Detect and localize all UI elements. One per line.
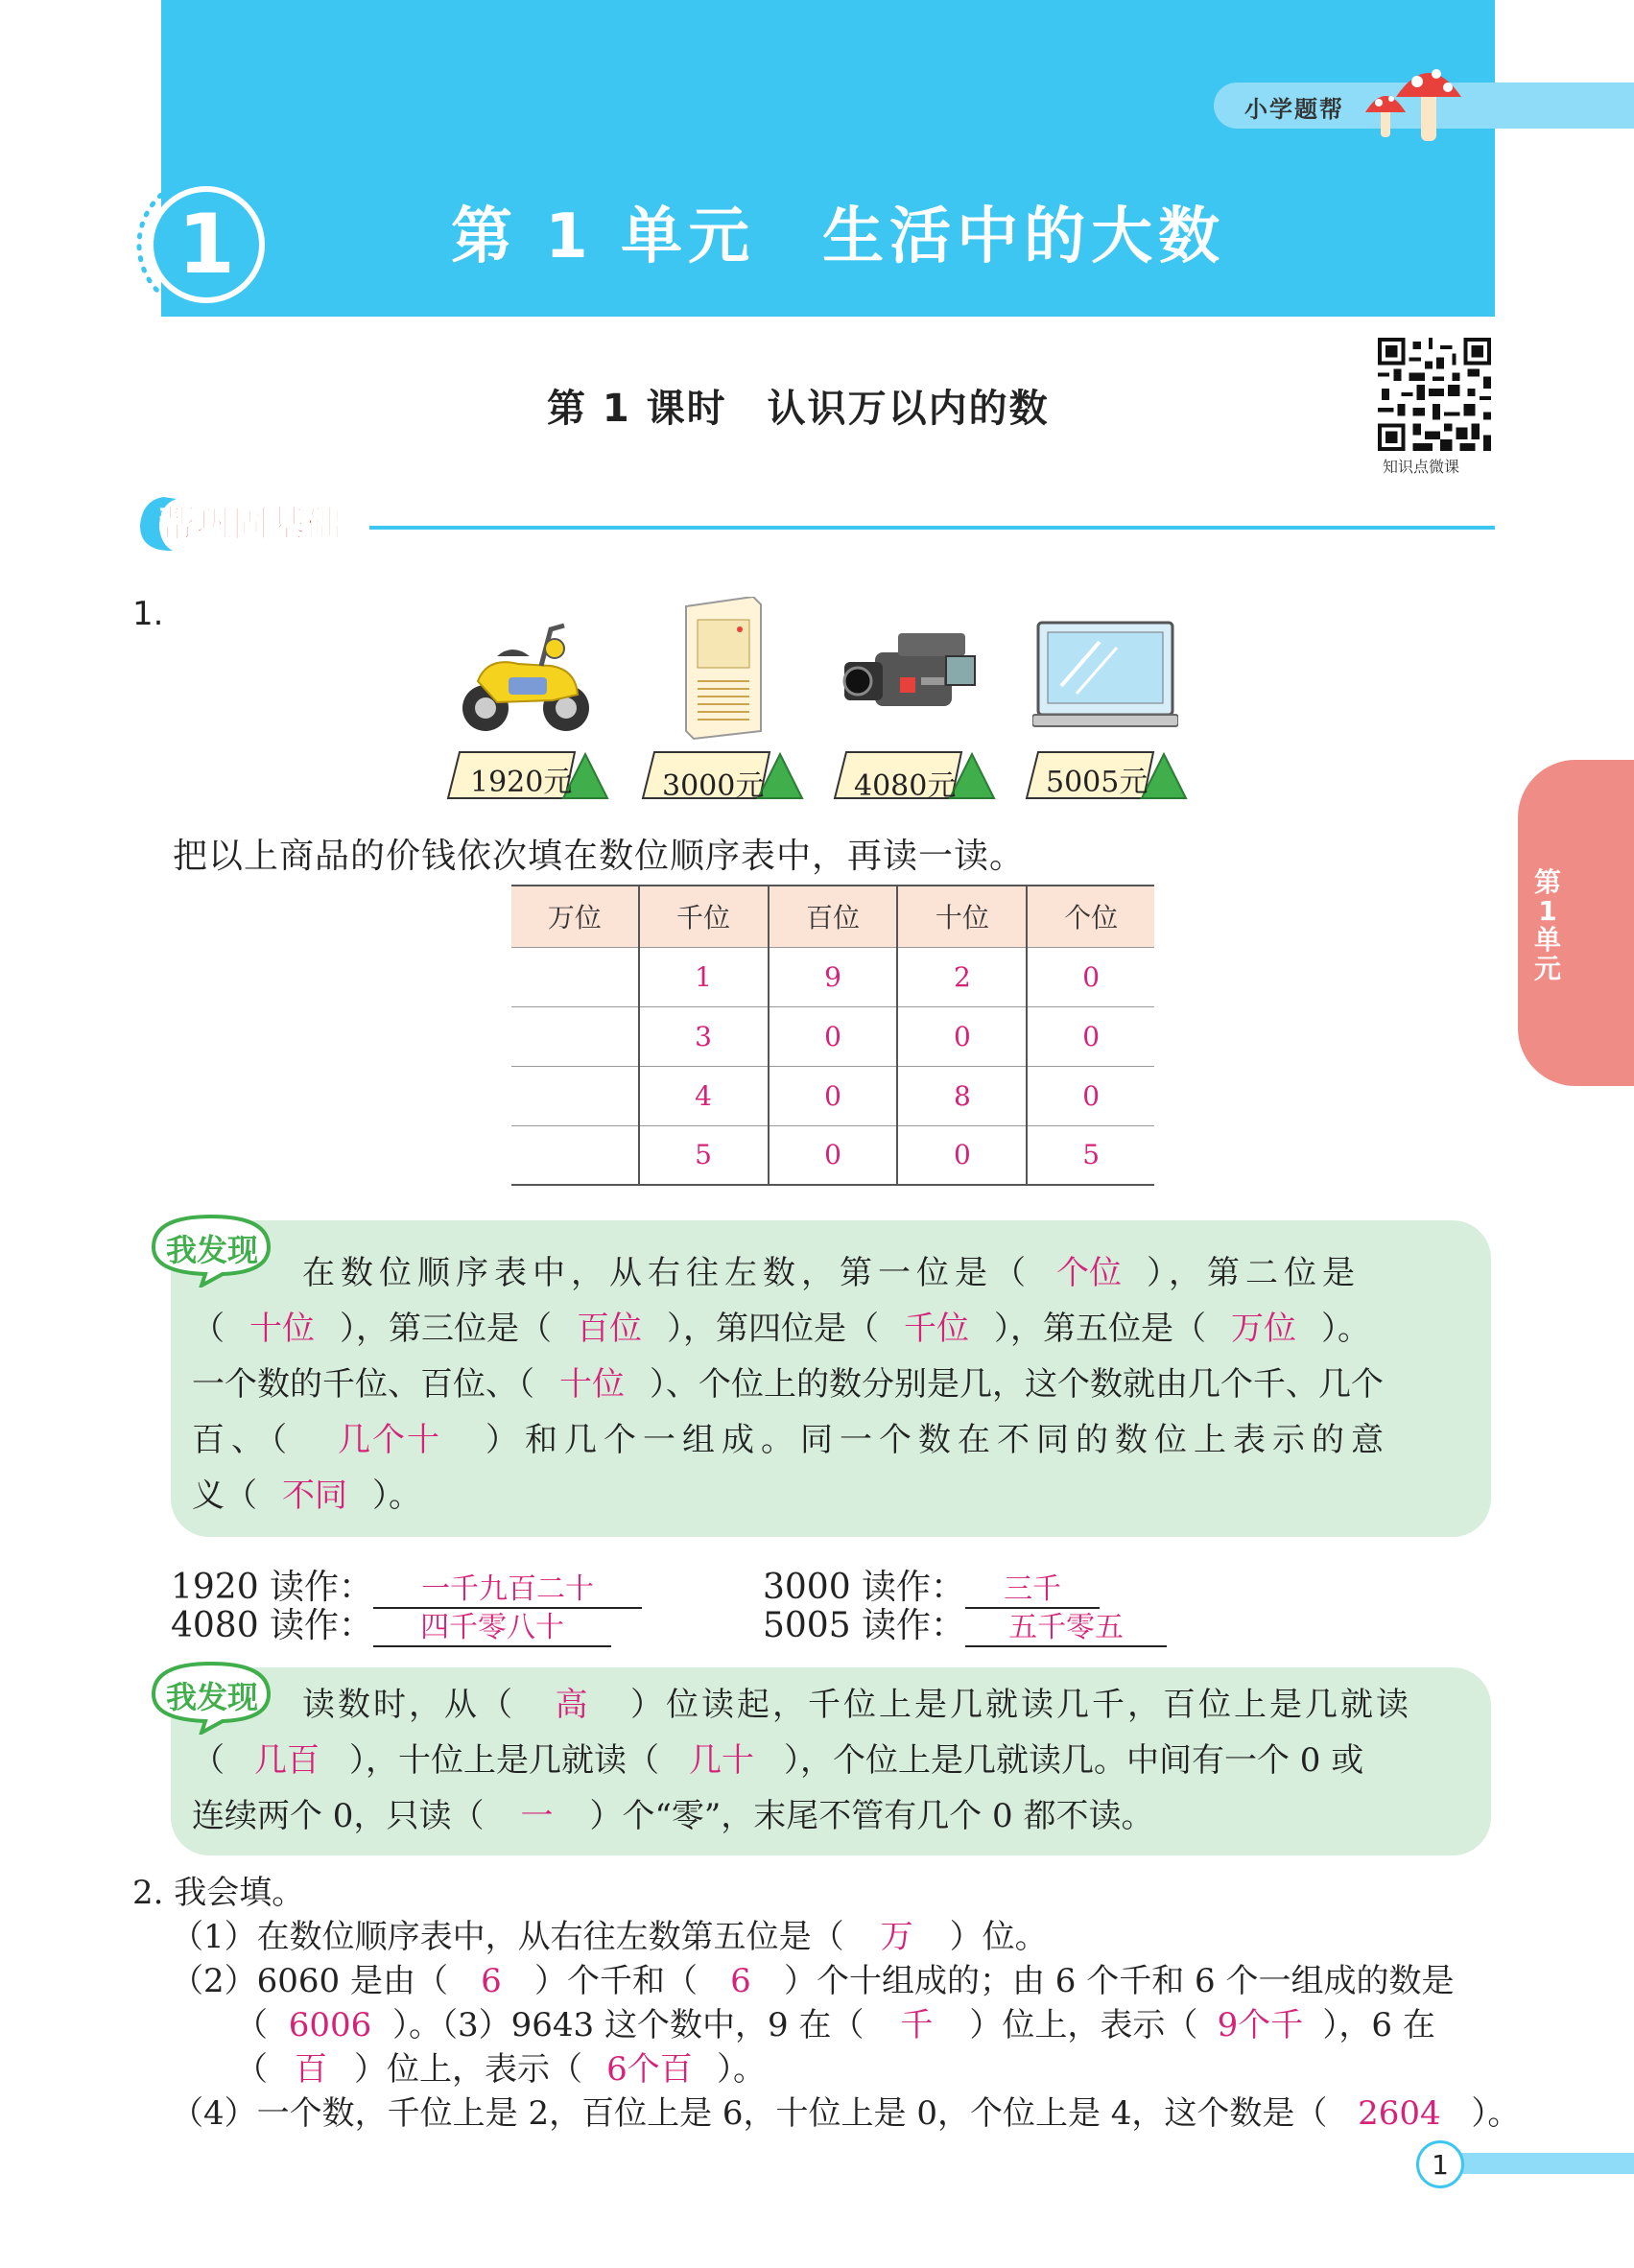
- text-segment: ）。: [1321, 1310, 1370, 1348]
- text-segment: ），个位上是几就读几。中间有一个 0 或: [784, 1741, 1364, 1780]
- text-segment: ）位读起，千位上是几就读几千，百位上是几就读: [630, 1686, 1411, 1724]
- table-cell: [511, 947, 639, 1006]
- text-segment: 连续两个 0，只读（: [192, 1797, 485, 1835]
- table-cell: 2: [897, 947, 1027, 1006]
- price-label-2: 3000元: [662, 769, 765, 803]
- table-cell: 5: [1027, 1125, 1154, 1185]
- table-cell: 4: [639, 1066, 769, 1125]
- text-segment: ）。: [717, 2050, 766, 2089]
- text-segment: ）位上，表示（: [354, 2050, 582, 2089]
- answer-blank[interactable]: 9个千: [1217, 2006, 1304, 2044]
- section-label-text: 帮巩固基础: [159, 503, 343, 545]
- section-divider: [369, 526, 1495, 530]
- banner-wave: [161, 269, 1495, 326]
- answer-blank[interactable]: 一: [520, 1797, 554, 1835]
- text-segment: ）。（3）9643 这个数中，9 在（: [392, 2006, 864, 2044]
- discovery-1-line-3: [192, 1357, 1478, 1412]
- lesson-title: 第 1 课时 认识万以内的数: [547, 387, 1050, 431]
- text-segment: 在数位顺序表中，从右往左数，第一位是（: [302, 1254, 1031, 1292]
- table-cell: 8: [897, 1066, 1027, 1125]
- discovery-2-line-3: [192, 1788, 1478, 1844]
- question-1-number: 1.: [132, 595, 164, 633]
- air-conditioner-icon: [676, 597, 768, 741]
- discovery-1-line-2: [192, 1301, 1478, 1357]
- text-segment: ）个“零”，末尾不管有几个 0 都不读。: [589, 1797, 1154, 1835]
- table-cell: 0: [897, 1125, 1027, 1185]
- place-value-table: [511, 885, 1154, 1186]
- answer-blank[interactable]: 万位: [1231, 1310, 1296, 1348]
- table-row: [511, 1066, 1154, 1125]
- text-segment: ）个十组成的；由 6 个千和 6 个一组成的数是: [783, 1962, 1455, 2000]
- header-ten-thousands: 万位: [511, 886, 639, 947]
- brand-name: 小学题帮: [1244, 96, 1344, 123]
- question-2-title: 2. 我会填。: [132, 1874, 305, 1912]
- monitor-icon: [1032, 619, 1178, 734]
- answer-blank[interactable]: 十位: [249, 1310, 315, 1348]
- page-number-bar: [1439, 2153, 1634, 2174]
- text-segment: ），6 在: [1322, 2006, 1435, 2044]
- text-segment: ）位。: [949, 1918, 1048, 1956]
- text-segment: （: [192, 1310, 225, 1348]
- text-segment: ），第四位是（: [667, 1310, 879, 1348]
- qr-caption: 知识点微课: [1383, 458, 1460, 476]
- text-segment: ）个千和（: [533, 1962, 698, 2000]
- answer-blank[interactable]: 千位: [904, 1310, 969, 1348]
- text-segment: （2）6060 是由（: [171, 1962, 448, 2000]
- answer-blank[interactable]: 百位: [577, 1310, 642, 1348]
- answer-blank[interactable]: 6006: [288, 2006, 372, 2044]
- read-answer[interactable]: 五千零五: [965, 1603, 1167, 1647]
- answer-blank[interactable]: 几十: [689, 1741, 754, 1780]
- answer-blank[interactable]: 十位: [559, 1365, 625, 1404]
- table-cell: 9: [769, 947, 898, 1006]
- discovery-2-text: [192, 1677, 1478, 1844]
- motorcycle-icon: [459, 614, 593, 739]
- discovery-badge-2-label: 我发现: [166, 1679, 259, 1715]
- discovery-2-line-2: [192, 1733, 1478, 1788]
- answer-blank[interactable]: 百: [295, 2050, 327, 2089]
- text-segment: ）、个位上的数分别是几，这个数就由几个千、几个: [650, 1365, 1384, 1404]
- discovery-1-line-4: [192, 1412, 1478, 1468]
- read-label: 1920 读作：: [171, 1568, 374, 1607]
- question-2-part-4: [235, 2047, 766, 2091]
- text-segment: 读数时，从（: [302, 1686, 515, 1724]
- header-thousands: 千位: [639, 886, 769, 947]
- table-cell: [511, 1006, 639, 1066]
- text-segment: （4）一个数，千位上是 2，百位上是 6，十位上是 0，个位上是 4，这个数是（: [171, 2094, 1328, 2133]
- text-segment: ），十位上是几就读（: [349, 1741, 659, 1780]
- text-segment: （: [235, 2050, 268, 2089]
- text-segment: ）。: [1471, 2094, 1521, 2133]
- table-cell: 0: [897, 1006, 1027, 1066]
- price-label-4: 5005元: [1046, 766, 1149, 799]
- table-cell: 1: [639, 947, 769, 1006]
- table-cell: 0: [1027, 947, 1154, 1006]
- read-row-3: [171, 1598, 611, 1647]
- qr-code-icon[interactable]: [1378, 338, 1491, 451]
- table-cell: 0: [1027, 1006, 1154, 1066]
- discovery-2-line-1: [192, 1677, 1478, 1733]
- answer-blank[interactable]: 6: [730, 1962, 751, 2000]
- question-1-instruction: 把以上商品的价钱依次填在数位顺序表中，再读一读。: [173, 837, 1026, 876]
- discovery-1-line-5: [192, 1468, 1478, 1524]
- table-cell: [511, 1125, 639, 1185]
- text-segment: （1）在数位顺序表中，从右往左数第五位是（: [171, 1918, 844, 1956]
- unit-number: 1: [178, 197, 235, 293]
- answer-blank[interactable]: 个位: [1056, 1254, 1122, 1292]
- section-label: [159, 494, 342, 548]
- header-ones: 个位: [1027, 886, 1154, 947]
- table-cell: 0: [769, 1066, 898, 1125]
- table-cell: 0: [769, 1006, 898, 1066]
- discovery-1-line-1: [192, 1245, 1478, 1301]
- price-label-1: 1920元: [470, 766, 573, 799]
- answer-blank[interactable]: 2604: [1358, 2094, 1441, 2133]
- question-2-part-3: [235, 2003, 1435, 2047]
- read-answer[interactable]: 三千: [965, 1565, 1100, 1609]
- table-row: [511, 1006, 1154, 1066]
- read-row-4: [763, 1598, 1167, 1647]
- camcorder-icon: [841, 624, 980, 729]
- table-cell: 0: [769, 1125, 898, 1185]
- text-segment: 百、（: [192, 1421, 294, 1459]
- page-number: 1: [1416, 2140, 1464, 2188]
- answer-blank[interactable]: 6个百: [606, 2050, 693, 2089]
- read-answer[interactable]: 四千零八十: [373, 1603, 611, 1647]
- question-2-part-1: [171, 1915, 1048, 1959]
- table-cell: 0: [1027, 1066, 1154, 1125]
- discovery-badge-1-label: 我发现: [166, 1232, 259, 1268]
- read-label: 5005 读作：: [763, 1606, 966, 1645]
- text-segment: ）。: [372, 1477, 421, 1515]
- answer-blank[interactable]: 高: [555, 1686, 591, 1724]
- mushroom-icon: [1358, 53, 1473, 149]
- discovery-1-text: [192, 1245, 1478, 1524]
- text-segment: （: [192, 1741, 225, 1780]
- answer-blank[interactable]: 6: [481, 1962, 502, 2000]
- text-segment: （: [235, 2006, 268, 2044]
- answer-blank[interactable]: 千: [900, 2006, 934, 2044]
- unit-title: 第 1 单元 生活中的大数: [451, 201, 1226, 272]
- text-segment: ）和几个一组成。同一个数在不同的数位上表示的意: [485, 1421, 1390, 1459]
- question-2-part-5: [171, 2091, 1520, 2136]
- header-tens: 十位: [897, 886, 1027, 947]
- answer-blank[interactable]: 几百: [254, 1741, 320, 1780]
- answer-blank[interactable]: 不同: [282, 1477, 347, 1515]
- question-2-part-2: [171, 1959, 1454, 2003]
- table-cell: [511, 1066, 639, 1125]
- price-label-3: 4080元: [854, 769, 957, 803]
- table-row: [511, 1125, 1154, 1185]
- text-segment: ），第五位是（: [994, 1310, 1206, 1348]
- text-segment: ）位上，表示（: [969, 2006, 1198, 2044]
- read-label: 3000 读作：: [763, 1568, 966, 1607]
- answer-blank[interactable]: 万: [880, 1918, 913, 1956]
- table-row: [511, 947, 1154, 1006]
- side-unit-tab-label: 第1单元: [1533, 866, 1561, 984]
- read-label: 4080 读作：: [171, 1606, 374, 1645]
- table-header-row: [511, 886, 1154, 947]
- answer-blank[interactable]: 几个十: [338, 1421, 441, 1459]
- text-segment: ），第二位是: [1147, 1254, 1361, 1292]
- read-answer[interactable]: 一千九百二十: [373, 1565, 642, 1609]
- text-segment: 义（: [192, 1477, 257, 1515]
- table-cell: 5: [639, 1125, 769, 1185]
- table-cell: 3: [639, 1006, 769, 1066]
- text-segment: ），第三位是（: [340, 1310, 552, 1348]
- header-hundreds: 百位: [769, 886, 898, 947]
- text-segment: 一个数的千位、百位、（: [192, 1365, 534, 1404]
